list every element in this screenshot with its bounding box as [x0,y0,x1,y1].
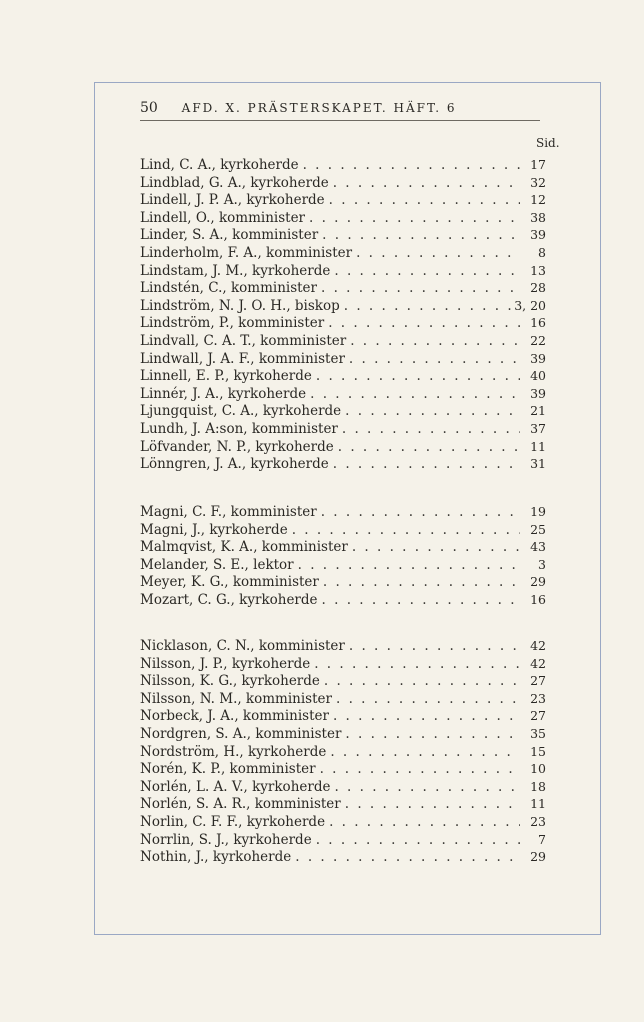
dot-leader [341,726,520,744]
index-entry [140,174,546,192]
entry-page-number: 29 [530,574,546,590]
dot-leader [299,157,520,175]
entry-name: Norlén, L. A. V., kyrkoherde [140,778,331,795]
index-section-n [140,637,546,866]
entry-page-number: 17 [530,157,546,172]
entry-page-number: 42 [530,655,546,671]
entry-page-number: 11 [530,796,546,812]
entry-page-number: 16 [530,315,546,331]
entry-name: Malmqvist, K. A., komminister [140,539,348,556]
entry-page-number: 3, 20 [514,297,546,313]
entry-name: Linnell, E. P., kyrkoherde [140,368,312,385]
entry-page-number: 23 [530,813,546,829]
index-entry [140,279,546,297]
entry-page-number: 13 [530,262,546,278]
entry-name: Norbeck, J. A., komminister [140,708,329,725]
entry-name: Norlin, C. F. F., kyrkoherde [140,813,326,830]
index-entry [140,455,546,473]
entry-page-number: 35 [530,725,546,741]
entry-page-number: 19 [530,504,546,519]
index-entry [140,209,546,227]
entry-name: Melander, S. E., lektor [140,556,294,573]
entry-name: Magni, J., kyrkoherde [140,521,288,538]
entry-name: Nilsson, J. P., kyrkoherde [140,655,311,672]
index-entry [140,655,546,673]
dot-leader [341,796,520,814]
entry-page-number: 8 [538,244,546,260]
entry-name: Norrlin, S. J., kyrkoherde [140,831,312,848]
dot-leader [294,557,520,575]
entry-page-number: 40 [530,368,546,384]
dot-leader [348,539,520,557]
entry-name: Lindvall, C. A. T., komminister [140,332,347,349]
dot-leader [325,814,520,832]
dot-leader [312,368,520,386]
entry-page-number: 31 [530,456,546,472]
entry-name: Nordgren, S. A., komminister [140,725,342,742]
entry-page-number: 27 [530,708,546,724]
index-entry [140,848,546,866]
dot-leader [340,298,514,316]
entry-name: Nilsson, K. G., kyrkoherde [140,673,320,690]
entry-page-number: 22 [530,332,546,348]
index-entry [140,591,546,609]
dot-leader [329,456,520,474]
entry-name: Lindstén, C., komminister [140,280,317,297]
dot-leader [345,638,520,656]
entry-name: Lundh, J. A:son, komminister [140,420,338,437]
index-entry [140,521,546,539]
dot-leader [318,592,520,610]
page-column-label: Sid. [536,136,560,150]
entry-name: Nothin, J., kyrkoherde [140,849,292,866]
dot-leader [288,522,520,540]
index-entry [140,778,546,796]
entry-name: Lindstam, J. M., kyrkoherde [140,262,331,279]
entry-page-number: 15 [530,743,546,759]
running-title: AFD. X. PRÄSTERSKAPET. HÄFT. 6 [181,101,457,115]
entry-name: Linderholm, F. A., komminister [140,244,353,261]
dot-leader [316,761,520,779]
entry-name: Lindell, O., komminister [140,209,306,226]
index-entry [140,672,546,690]
entry-name: Meyer, K. G., komminister [140,574,319,591]
entry-page-number: 23 [530,690,546,706]
index-entry [140,402,546,420]
entry-name: Mozart, C. G., kyrkoherde [140,591,318,608]
entry-name: Norén, K. P., komminister [140,761,316,778]
index-entry [140,350,546,368]
index-entry [140,438,546,456]
index-entry [140,556,546,574]
dot-leader [345,351,520,369]
dot-leader [291,849,520,867]
dot-leader [324,315,520,333]
entry-page-number: 29 [530,849,546,865]
index-entry [140,743,546,761]
entry-page-number: 7 [538,831,546,847]
entry-page-number: 38 [530,209,546,225]
index-entry [140,226,546,244]
entry-name: Linnér, J. A., kyrkoherde [140,385,307,402]
entry-page-number: 10 [530,761,546,777]
dot-leader [305,210,520,228]
index-entry [140,420,546,438]
dot-leader [330,779,520,797]
index-entry [140,725,546,743]
dot-leader [352,245,520,263]
entry-name: Linder, S. A., komminister [140,227,319,244]
page-number: 50 [140,100,158,116]
dot-leader [326,744,520,762]
entry-page-number: 43 [530,539,546,555]
index-entry [140,314,546,332]
entry-name: Lindell, J. P. A., kyrkoherde [140,192,325,209]
index-entry [140,795,546,813]
index-section-l [140,156,546,473]
entry-name: Ljungquist, C. A., kyrkoherde [140,403,342,420]
entry-page-number: 18 [530,778,546,794]
entry-page-number: 39 [530,350,546,366]
entry-name: Lönngren, J. A., kyrkoherde [140,456,329,473]
dot-leader [338,421,520,439]
index-entry [140,367,546,385]
entry-page-number: 39 [530,227,546,243]
dot-leader [310,656,520,674]
index-entry [140,690,546,708]
index-section-m [140,503,546,609]
entry-name: Lindblad, G. A., kyrkoherde [140,174,329,191]
running-header [140,100,540,121]
dot-leader [341,403,520,421]
entry-name: Magni, C. F., komminister [140,504,317,520]
index-entry [140,637,546,655]
index-entry [140,831,546,849]
dot-leader [346,333,520,351]
entry-name: Lindström, P., komminister [140,315,325,332]
entry-name: Lindström, N. J. O. H., biskop [140,297,340,314]
entry-page-number: 39 [530,385,546,401]
dot-leader [332,691,520,709]
dot-leader [319,574,520,592]
index-entry [140,813,546,831]
dot-leader [312,832,520,850]
index-entry [140,191,546,209]
entry-page-number: 25 [530,521,546,537]
dot-leader [317,280,520,298]
index-entry [140,707,546,725]
entry-page-number: 32 [530,174,546,190]
dot-leader [306,386,520,404]
dot-leader [329,708,520,726]
dot-leader [317,504,520,522]
entry-name: Nordström, H., kyrkoherde [140,743,327,760]
index-entry [140,332,546,350]
entry-name: Löfvander, N. P., kyrkoherde [140,438,334,455]
entry-name: Nicklason, C. N., komminister [140,638,345,654]
entry-name: Lind, C. A., kyrkoherde [140,157,299,173]
entry-page-number: 12 [530,192,546,208]
index-entry [140,538,546,556]
index-entry [140,262,546,280]
index-entry [140,297,546,315]
index-entry [140,156,546,174]
entry-name: Norlén, S. A. R., komminister [140,796,341,813]
entry-page-number: 11 [530,438,546,454]
entry-name: Lindwall, J. A. F., komminister [140,350,345,367]
entry-page-number: 16 [530,591,546,607]
entry-page-number: 37 [530,420,546,436]
dot-leader [318,227,520,245]
entry-page-number: 42 [530,638,546,653]
dot-leader [320,673,520,691]
dot-leader [330,263,520,281]
entry-page-number: 21 [530,403,546,419]
entry-page-number: 27 [530,673,546,689]
index-entry [140,385,546,403]
dot-leader [329,175,520,193]
entry-page-number: 3 [538,556,546,572]
entry-name: Nilsson, N. M., komminister [140,690,332,707]
index-entry [140,244,546,262]
dot-leader [325,192,520,210]
index-entry [140,503,546,521]
index-entry [140,760,546,778]
entry-page-number: 28 [530,280,546,296]
dot-leader [334,439,520,457]
index-entry [140,573,546,591]
